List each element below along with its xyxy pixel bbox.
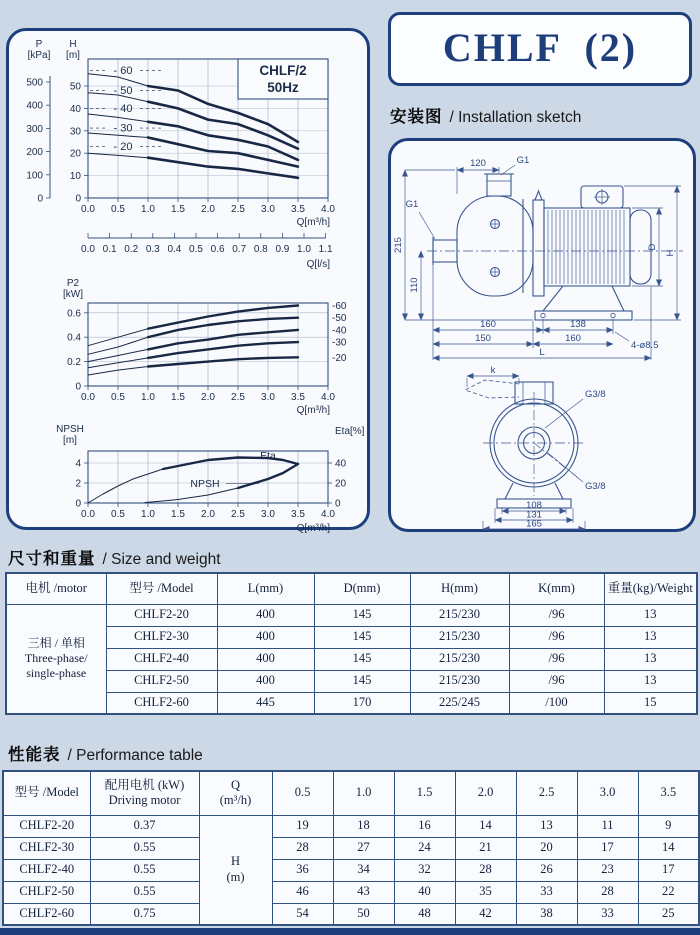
svg-text:P2: P2	[66, 278, 80, 289]
discharge-port	[487, 174, 511, 196]
head-value-cell: 22	[638, 881, 699, 903]
svg-text:NPSH: NPSH	[190, 478, 220, 490]
svg-text:Q[m³/h]: Q[m³/h]	[296, 405, 330, 416]
pump-front-view	[465, 380, 578, 508]
size-value-cell: 400	[217, 626, 314, 648]
svg-text:40: 40	[335, 458, 347, 470]
svg-text:3.0: 3.0	[261, 509, 275, 520]
flange-plate	[533, 200, 544, 296]
motor-kw-cell: 0.75	[90, 903, 199, 925]
size-value-cell: 445	[217, 692, 314, 714]
size-value-cell: /96	[509, 604, 604, 626]
perf-table-row	[3, 815, 699, 837]
head-value-cell: 25	[638, 903, 699, 925]
perf-header-q-value: 2.0	[455, 771, 516, 815]
size-table-header: L(mm)	[217, 573, 314, 604]
size-value-cell: 215/230	[410, 626, 509, 648]
head-value-cell: 18	[333, 815, 394, 837]
svg-text:4.0: 4.0	[321, 204, 335, 215]
svg-text:100: 100	[26, 170, 43, 182]
perf-table-row	[3, 859, 699, 881]
size-value-cell: /96	[509, 626, 604, 648]
size-value-cell: 13	[604, 604, 697, 626]
svg-text:P: P	[35, 39, 43, 50]
head-value-cell: 17	[638, 859, 699, 881]
motor-body	[544, 208, 630, 286]
performance-heading	[8, 741, 203, 765]
head-value-cell: 23	[577, 859, 638, 881]
svg-text:0.5: 0.5	[111, 392, 125, 403]
series-title	[388, 12, 692, 86]
installation-sketch-panel	[388, 138, 696, 532]
svg-text:0.4: 0.4	[67, 332, 81, 344]
head-value-cell: 33	[577, 903, 638, 925]
svg-text:20: 20	[69, 148, 81, 160]
head-value-cell: 35	[455, 881, 516, 903]
size-value-cell: /100	[509, 692, 604, 714]
svg-text:- 20: - 20	[113, 140, 133, 153]
pump-foot	[543, 286, 624, 311]
power-flow-chart	[10, 276, 366, 416]
svg-text:1.5: 1.5	[171, 509, 185, 520]
head-value-cell: 42	[455, 903, 516, 925]
size-weight-heading-en: / Size and weight	[102, 551, 221, 568]
npsh-eta-chart	[10, 421, 366, 533]
svg-text:0.5: 0.5	[111, 204, 125, 215]
svg-text:1.1: 1.1	[318, 244, 333, 255]
head-value-cell: 32	[394, 859, 455, 881]
svg-text:0.6: 0.6	[210, 244, 225, 255]
svg-text:0.5: 0.5	[111, 509, 125, 520]
svg-text:[m]: [m]	[63, 435, 77, 446]
svg-text:-40: -40	[332, 325, 347, 337]
svg-text:2.0: 2.0	[201, 509, 215, 520]
svg-text:0: 0	[37, 193, 43, 205]
model-cell: CHLF2-50	[106, 670, 217, 692]
svg-text:2.5: 2.5	[231, 204, 245, 215]
svg-text:-30: -30	[332, 337, 347, 349]
svg-text:0.1: 0.1	[102, 244, 117, 255]
motor-kw-cell: 0.55	[90, 859, 199, 881]
svg-text:3.5: 3.5	[291, 509, 305, 520]
svg-text:0.5: 0.5	[189, 244, 203, 255]
performance-heading-en: / Performance table	[67, 747, 203, 764]
dim-110: 110	[409, 277, 420, 293]
model-cell: CHLF2-60	[106, 692, 217, 714]
svg-text:4.0: 4.0	[321, 509, 335, 520]
svg-text:0: 0	[75, 498, 81, 510]
size-table-header: 重量(kg)/Weight	[604, 573, 697, 604]
model-cell: CHLF2-30	[3, 837, 90, 859]
svg-text:-60: -60	[332, 300, 347, 312]
size-value-cell: 13	[604, 648, 697, 670]
svg-text:1.0: 1.0	[141, 509, 155, 520]
svg-text:4: 4	[75, 458, 81, 470]
svg-text:Q[m³/h]: Q[m³/h]	[296, 217, 330, 228]
head-value-cell: 21	[455, 837, 516, 859]
size-value-cell: 215/230	[410, 670, 509, 692]
svg-text:0.9: 0.9	[275, 244, 290, 255]
model-cell: CHLF2-60	[3, 903, 90, 925]
svg-text:- 50: - 50	[113, 84, 133, 97]
size-table-header: 型号 /Model	[106, 573, 217, 604]
size-value-cell: 400	[217, 604, 314, 626]
size-table-row	[6, 648, 697, 670]
performance-heading-zh: 性能表	[8, 746, 61, 764]
head-value-cell: 28	[455, 859, 516, 881]
model-cell: CHLF2-40	[106, 648, 217, 670]
size-table-header: H(mm)	[410, 573, 509, 604]
size-value-cell: 145	[314, 626, 410, 648]
size-table-row	[6, 692, 697, 714]
svg-text:500: 500	[26, 77, 43, 89]
svg-text:50Hz: 50Hz	[267, 80, 299, 95]
svg-text:10: 10	[69, 171, 81, 183]
svg-text:Eta[%]: Eta[%]	[335, 426, 365, 437]
svg-text:0: 0	[335, 498, 341, 510]
dim-g1-left: G1	[405, 199, 419, 210]
dim-160b: 160	[565, 333, 581, 344]
svg-text:-50: -50	[332, 313, 347, 325]
size-value-cell: 225/245	[410, 692, 509, 714]
svg-text:1.0: 1.0	[297, 244, 311, 255]
svg-text:40: 40	[69, 103, 81, 115]
svg-text:Eta: Eta	[260, 450, 276, 462]
dim-108: 108	[526, 500, 542, 511]
pump-side-view	[433, 174, 651, 320]
head-value-cell: 9	[638, 815, 699, 837]
head-value-cell: 40	[394, 881, 455, 903]
size-value-cell: 13	[604, 626, 697, 648]
perf-table-row	[3, 903, 699, 925]
motor-kw-cell: 0.55	[90, 881, 199, 903]
dim-165: 165	[526, 518, 542, 530]
svg-text:3.5: 3.5	[291, 392, 305, 403]
head-value-cell: 28	[272, 837, 333, 859]
dim-215: 215	[393, 237, 404, 253]
svg-text:20: 20	[335, 478, 347, 490]
dim-g38-top: G3/8	[585, 389, 606, 400]
svg-text:0.6: 0.6	[67, 308, 81, 320]
svg-text:1.5: 1.5	[171, 392, 185, 403]
svg-text:[m]: [m]	[66, 50, 80, 61]
svg-text:1.0: 1.0	[141, 392, 155, 403]
dim-131: 131	[526, 509, 542, 521]
perf-table-row	[3, 881, 699, 903]
svg-text:4.0: 4.0	[321, 392, 335, 403]
head-value-cell: 43	[333, 881, 394, 903]
dim-H: H	[665, 249, 676, 257]
svg-text:- 30: - 30	[113, 122, 133, 135]
size-value-cell: 400	[217, 648, 314, 670]
head-value-cell: 13	[516, 815, 577, 837]
dim-L: L	[539, 347, 545, 358]
head-value-cell: 16	[394, 815, 455, 837]
size-value-cell: 215/230	[410, 604, 509, 626]
size-table-header: K(mm)	[509, 573, 604, 604]
svg-text:1.5: 1.5	[171, 204, 185, 215]
model-cell: CHLF2-20	[106, 604, 217, 626]
head-value-cell: 24	[394, 837, 455, 859]
svg-text:[kPa]: [kPa]	[27, 50, 51, 61]
size-value-cell: 170	[314, 692, 410, 714]
head-value-cell: 34	[333, 859, 394, 881]
dim-138: 138	[570, 319, 586, 330]
dim-bolt-holes: 4-ø8.5	[631, 340, 659, 351]
size-value-cell: 15	[604, 692, 697, 714]
svg-text:200: 200	[26, 147, 43, 159]
svg-text:0.0: 0.0	[81, 509, 95, 520]
dim-120: 120	[470, 158, 486, 169]
svg-text:0.3: 0.3	[145, 244, 160, 255]
svg-text:0: 0	[75, 381, 81, 393]
svg-text:300: 300	[26, 123, 43, 135]
head-value-cell: 17	[577, 837, 638, 859]
head-value-cell: 28	[577, 881, 638, 903]
perf-header-q-value: 3.0	[577, 771, 638, 815]
svg-text:0.8: 0.8	[253, 244, 268, 255]
size-table-row	[6, 626, 697, 648]
size-weight-heading-zh: 尺寸和重量	[8, 550, 96, 568]
head-value-cell: 20	[516, 837, 577, 859]
installation-sketch-drawing	[391, 144, 691, 530]
svg-text:NPSH: NPSH	[56, 424, 84, 435]
perf-header-model: 型号 /Model	[3, 771, 90, 815]
head-value-cell: 11	[577, 815, 638, 837]
size-value-cell: 400	[217, 670, 314, 692]
head-value-cell: 38	[516, 903, 577, 925]
svg-text:2.0: 2.0	[201, 392, 215, 403]
size-value-cell: 145	[314, 604, 410, 626]
motor-kw-cell: 0.37	[90, 815, 199, 837]
head-value-cell: 27	[333, 837, 394, 859]
svg-text:3.0: 3.0	[261, 204, 275, 215]
model-cell: CHLF2-40	[3, 859, 90, 881]
svg-text:400: 400	[26, 100, 43, 112]
svg-text:0.2: 0.2	[67, 357, 81, 369]
installation-heading	[390, 103, 581, 127]
perf-table-row	[3, 837, 699, 859]
size-weight-table	[5, 572, 698, 715]
svg-text:2.5: 2.5	[231, 392, 245, 403]
size-value-cell: 215/230	[410, 648, 509, 670]
dim-D: D	[647, 243, 658, 251]
head-value-cell: 26	[516, 859, 577, 881]
svg-text:0.0: 0.0	[81, 204, 95, 215]
perf-header-q-value: 1.0	[333, 771, 394, 815]
svg-text:CHLF/2: CHLF/2	[259, 63, 307, 78]
head-value-cell: 14	[455, 815, 516, 837]
svg-text:50: 50	[69, 81, 81, 93]
size-weight-heading	[8, 545, 221, 569]
svg-text:- 60: - 60	[113, 64, 133, 77]
perf-header-q-value: 1.5	[394, 771, 455, 815]
size-table-header: 电机 /motor	[6, 573, 106, 604]
perf-header-q-value: 2.5	[516, 771, 577, 815]
svg-text:0.0: 0.0	[81, 392, 95, 403]
size-table-row	[6, 670, 697, 692]
head-flow-chart	[10, 36, 366, 271]
motor-kw-cell: 0.55	[90, 837, 199, 859]
size-value-cell: 145	[314, 648, 410, 670]
head-value-cell: 48	[394, 903, 455, 925]
svg-text:H: H	[69, 39, 77, 50]
svg-text:0.4: 0.4	[167, 244, 182, 255]
footer-rule	[0, 928, 700, 935]
dim-g38-bottom: G3/8	[585, 481, 606, 492]
perf-header-motor: 配用电机 (kW) Driving motor	[90, 771, 199, 815]
svg-text:30: 30	[69, 126, 81, 138]
svg-text:Q[m³/h]: Q[m³/h]	[296, 523, 330, 533]
head-value-cell: 46	[272, 881, 333, 903]
svg-text:-20: -20	[332, 352, 347, 364]
perf-header-q-value: 3.5	[638, 771, 699, 815]
head-value-cell: 50	[333, 903, 394, 925]
svg-text:- 40: - 40	[113, 102, 133, 115]
head-value-cell: 54	[272, 903, 333, 925]
svg-text:Q[l/s]: Q[l/s]	[306, 259, 330, 270]
pump-housing	[457, 196, 533, 296]
head-value-cell: 36	[272, 859, 333, 881]
head-value-cell: 14	[638, 837, 699, 859]
svg-text:1.0: 1.0	[141, 204, 155, 215]
side-view-dimension-labels	[393, 155, 676, 358]
size-value-cell: 145	[314, 670, 410, 692]
installation-heading-en: / Installation sketch	[449, 109, 582, 126]
dim-k: k	[490, 365, 496, 376]
dim-g1-top: G1	[516, 155, 530, 166]
size-value-cell: 13	[604, 670, 697, 692]
svg-text:2.0: 2.0	[201, 204, 215, 215]
perf-header-q-value: 0.5	[272, 771, 333, 815]
performance-table	[2, 770, 700, 926]
svg-text:2: 2	[75, 478, 81, 490]
installation-heading-zh: 安装图	[390, 108, 443, 126]
svg-text:[kW]: [kW]	[63, 289, 83, 300]
dim-160a: 160	[480, 319, 496, 330]
svg-text:2.5: 2.5	[231, 509, 245, 520]
head-unit-cell: H (m)	[199, 815, 272, 925]
motor-type-cell: 三相 / 单相 Three-phase/ single-phase	[6, 604, 106, 714]
series-title-text: CHLF (2)	[442, 25, 638, 70]
svg-text:3.0: 3.0	[261, 392, 275, 403]
dim-150: 150	[475, 333, 491, 344]
front-view-dimension-labels	[491, 365, 606, 530]
model-cell: CHLF2-30	[106, 626, 217, 648]
size-value-cell: /96	[509, 648, 604, 670]
performance-curves-panel	[6, 28, 370, 533]
size-table-header: D(mm)	[314, 573, 410, 604]
size-table-row	[6, 604, 697, 626]
head-value-cell: 19	[272, 815, 333, 837]
model-cell: CHLF2-20	[3, 815, 90, 837]
svg-text:3.5: 3.5	[291, 204, 305, 215]
size-value-cell: /96	[509, 670, 604, 692]
head-value-cell: 33	[516, 881, 577, 903]
svg-text:0.7: 0.7	[232, 244, 247, 255]
svg-text:0.0: 0.0	[81, 244, 95, 255]
svg-text:0: 0	[75, 193, 81, 205]
svg-text:0.2: 0.2	[124, 244, 139, 255]
model-cell: CHLF2-50	[3, 881, 90, 903]
perf-header-q: Q (m³/h)	[199, 771, 272, 815]
